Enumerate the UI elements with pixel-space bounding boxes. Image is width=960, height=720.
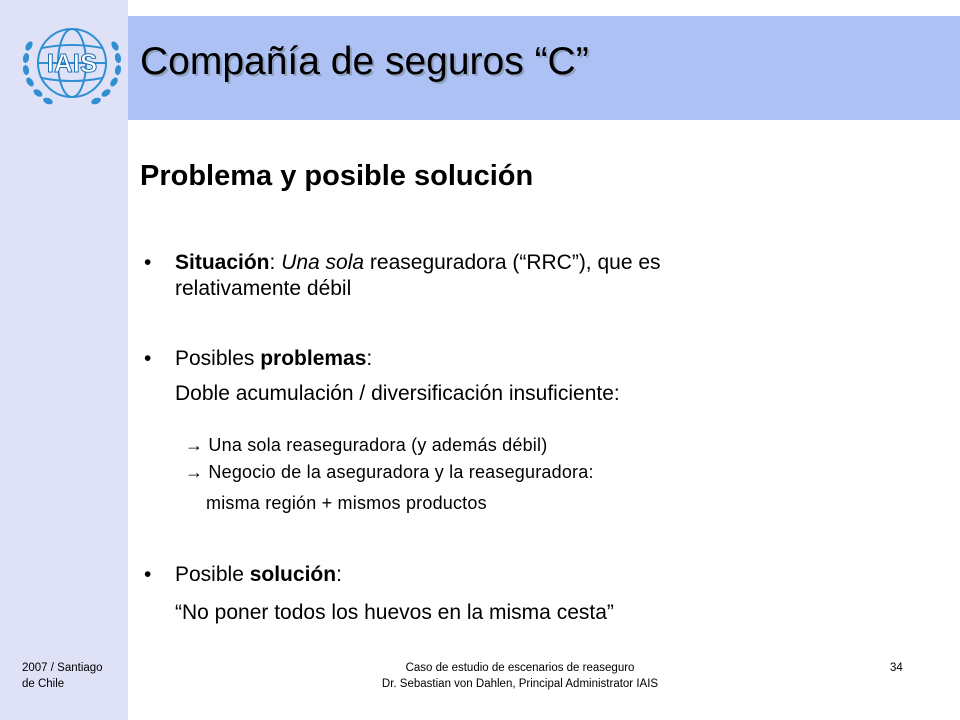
situacion-line-2: relativamente débil [175,277,352,300]
problemas-detail: Doble acumulación / diversificación insuficiente: [175,382,620,405]
bullet-icon: • [144,347,152,370]
footer-location: 2007 / Santiago de Chile [22,662,103,690]
footer-caption: Caso de estudio de escenarios de reaseguro Dr. Sebastian von Dahlen, Principal Administrator IAIS [381,662,659,690]
section-heading: Problema y posible solución [140,160,534,192]
problemas-line: Posibles problemas: [175,347,373,370]
iais-logo [12,8,132,118]
arrow-item-3: misma región + mismos productos [206,493,487,513]
page-number: 34 [890,662,903,674]
arrow-item-2: → Negocio de la aseguradora y la reaseguradora: [185,462,594,482]
arrow-item-1: → Una sola reaseguradora (y además débil) [185,435,548,455]
solucion-line: Posible solución: [175,563,342,586]
situacion-line: Situación: Una sola reaseguradora (“RRC”), que es [175,251,661,274]
slide-title: Compañía de seguros “C” [140,40,589,83]
right-arrow-icon: → [185,435,204,455]
right-arrow-icon: → [185,462,204,482]
solucion-quote: “No poner todos los huevos en la misma cesta” [175,601,614,624]
bullet-icon: • [144,563,152,586]
logo-text: IAIS [46,48,98,78]
bullet-icon: • [144,251,152,274]
